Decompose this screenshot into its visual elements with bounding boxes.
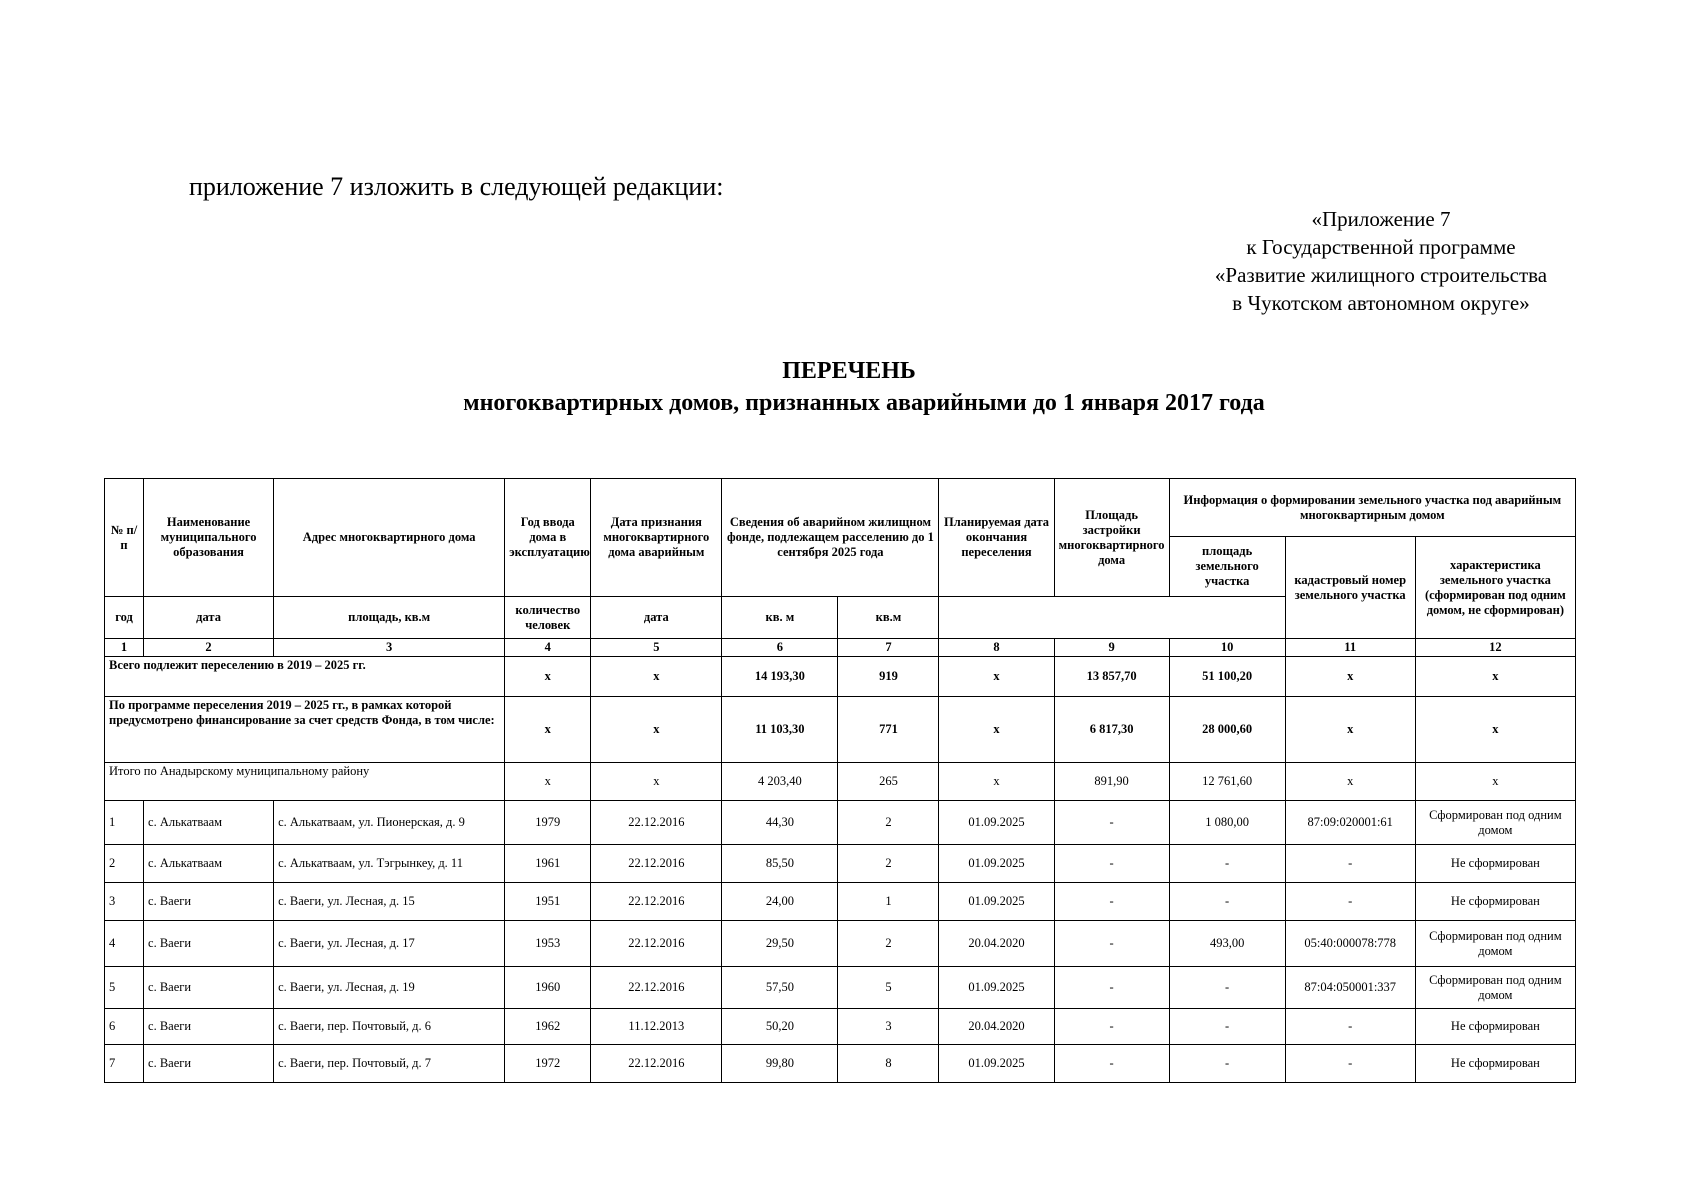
land-area-cell: - [1169, 845, 1285, 883]
summary-cell: х [591, 763, 722, 801]
summary-cell: 919 [838, 657, 939, 697]
summary-cell: х [591, 697, 722, 763]
summary-cell: 771 [838, 697, 939, 763]
summary-cell: х [939, 657, 1054, 697]
address-cell: с. Ваеги, пер. Почтовый, д. 6 [274, 1009, 505, 1045]
summary-cell: 265 [838, 763, 939, 801]
summary-cell: 51 100,20 [1169, 657, 1285, 697]
year-built-cell: 1953 [505, 921, 591, 967]
summary-cell: 14 193,30 [722, 657, 838, 697]
year-built-cell: 1960 [505, 967, 591, 1009]
header-land-info: Информация о формировании земельного участка под аварийным многоквартирным домом [1169, 479, 1575, 537]
people-count-cell: 2 [838, 845, 939, 883]
plan-date-cell: 01.09.2025 [939, 883, 1054, 921]
people-count-cell: 5 [838, 967, 939, 1009]
summary-cell: 13 857,70 [1054, 657, 1169, 697]
summary-cell: х [505, 697, 591, 763]
municipality-cell: с. Ваеги [144, 921, 274, 967]
cadastral-number-cell: 05:40:000078:778 [1285, 921, 1415, 967]
unit-sqm-2: кв.м [838, 597, 939, 639]
summary-cell: х [1415, 763, 1575, 801]
unit-sqm: кв. м [722, 597, 838, 639]
area-cell: 50,20 [722, 1009, 838, 1045]
land-area-cell: - [1169, 1045, 1285, 1083]
header-fund-info: Сведения об аварийном жилищном фонде, подлежащем расселению до 1 сентября 2025 года [722, 479, 939, 597]
intro-text: приложение 7 изложить в следующей редакции: [189, 172, 724, 201]
header-recognition-date: Дата признания многоквартирного дома аварийным [591, 479, 722, 597]
build-area-cell: - [1054, 1045, 1169, 1083]
row-number-cell: 4 [105, 921, 144, 967]
summary-label: Всего подлежит переселению в 2019 – 2025 гг. [105, 657, 505, 697]
build-area-cell: - [1054, 921, 1169, 967]
year-built-cell: 1961 [505, 845, 591, 883]
appendix-note [1171, 205, 1591, 317]
summary-label: По программе переселения 2019 – 2025 гг., в рамках которой предусмотрено финансирование за счет средств Фонда, в том числе: [105, 697, 505, 763]
plan-date-cell: 20.04.2020 [939, 921, 1054, 967]
people-count-cell: 8 [838, 1045, 939, 1083]
address-cell: с. Ваеги, ул. Лесная, д. 17 [274, 921, 505, 967]
address-cell: с. Ваеги, пер. Почтовый, д. 7 [274, 1045, 505, 1083]
cadastral-number-cell: - [1285, 1045, 1415, 1083]
land-area-cell: - [1169, 967, 1285, 1009]
colnum: 5 [591, 639, 722, 657]
year-built-cell: 1979 [505, 801, 591, 845]
recognition-date-cell: 22.12.2016 [591, 883, 722, 921]
build-area-cell: - [1054, 967, 1169, 1009]
year-built-cell: 1962 [505, 1009, 591, 1045]
people-count-cell: 1 [838, 883, 939, 921]
address-cell: с. Алькатваам, ул. Пионерская, д. 9 [274, 801, 505, 845]
recognition-date-cell: 22.12.2016 [591, 845, 722, 883]
colnum: 3 [274, 639, 505, 657]
summary-label: Итого по Анадырскому муниципальному району [105, 763, 505, 801]
year-built-cell: 1951 [505, 883, 591, 921]
header-municipality: Наименование муниципального образования [144, 479, 274, 597]
recognition-date-cell: 11.12.2013 [591, 1009, 722, 1045]
municipality-cell: с. Ваеги [144, 1009, 274, 1045]
header-land-char: характеристика земельного участка (сформирован под одним домом, не сформирован) [1415, 537, 1575, 639]
colnum: 1 [105, 639, 144, 657]
summary-cell: х [591, 657, 722, 697]
unit-area: площадь, кв.м [274, 597, 505, 639]
header-land-area: площадь земельного участка [1169, 537, 1285, 597]
colnum: 12 [1415, 639, 1575, 657]
summary-cell: х [505, 657, 591, 697]
land-characteristic-cell: Сформирован под одним домом [1415, 801, 1575, 845]
colnum: 9 [1054, 639, 1169, 657]
recognition-date-cell: 22.12.2016 [591, 1045, 722, 1083]
table-row [105, 845, 1576, 883]
cadastral-number-cell: - [1285, 1009, 1415, 1045]
land-characteristic-cell: Не сформирован [1415, 1009, 1575, 1045]
row-number-cell: 5 [105, 967, 144, 1009]
land-area-cell: - [1169, 1009, 1285, 1045]
unit-date-2: дата [591, 597, 722, 639]
table-row [105, 967, 1576, 1009]
title-line-1: ПЕРЕЧЕНЬ [782, 358, 916, 384]
municipality-cell: с. Алькатваам [144, 801, 274, 845]
land-area-cell: 493,00 [1169, 921, 1285, 967]
summary-cell: 28 000,60 [1169, 697, 1285, 763]
colnum: 6 [722, 639, 838, 657]
people-count-cell: 3 [838, 1009, 939, 1045]
housing-table [104, 478, 1576, 1083]
summary-cell: х [505, 763, 591, 801]
summary-row [105, 763, 1576, 801]
area-cell: 24,00 [722, 883, 838, 921]
header-year: Год ввода дома в эксплуатацию [505, 479, 591, 597]
table-row [105, 921, 1576, 967]
colnum: 7 [838, 639, 939, 657]
cadastral-number-cell: 87:09:020001:61 [1285, 801, 1415, 845]
summary-cell: 11 103,30 [722, 697, 838, 763]
title-line-2: многоквартирных домов, признанных аварийными до 1 января 2017 года [463, 390, 1265, 416]
plan-date-cell: 01.09.2025 [939, 967, 1054, 1009]
summary-cell: 891,90 [1054, 763, 1169, 801]
document-title [0, 355, 1698, 419]
header-num: № п/п [105, 479, 144, 597]
summary-row [105, 697, 1576, 763]
summary-cell: х [939, 763, 1054, 801]
recognition-date-cell: 22.12.2016 [591, 967, 722, 1009]
build-area-cell: - [1054, 883, 1169, 921]
table-row [105, 1045, 1576, 1083]
summary-row [105, 657, 1576, 697]
summary-cell: 4 203,40 [722, 763, 838, 801]
address-cell: с. Алькатваам, ул. Тэгрынкеу, д. 11 [274, 845, 505, 883]
land-characteristic-cell: Не сформирован [1415, 883, 1575, 921]
people-count-cell: 2 [838, 921, 939, 967]
summary-cell: 6 817,30 [1054, 697, 1169, 763]
land-area-cell: 1 080,00 [1169, 801, 1285, 845]
summary-cell: х [1415, 657, 1575, 697]
colnum: 11 [1285, 639, 1415, 657]
header-build-area: Площадь застройки многоквартирного дома [1054, 479, 1169, 597]
table-row [105, 883, 1576, 921]
row-number-cell: 6 [105, 1009, 144, 1045]
plan-date-cell: 20.04.2020 [939, 1009, 1054, 1045]
plan-date-cell: 01.09.2025 [939, 1045, 1054, 1083]
appendix-line-4: в Чукотском автономном округе» [1232, 291, 1530, 315]
appendix-line-2: к Государственной программе [1246, 235, 1516, 259]
area-cell: 85,50 [722, 845, 838, 883]
unit-year: год [105, 597, 144, 639]
colnum: 2 [144, 639, 274, 657]
unit-people: количество человек [505, 597, 591, 639]
build-area-cell: - [1054, 1009, 1169, 1045]
colnum: 10 [1169, 639, 1285, 657]
table-row [105, 1009, 1576, 1045]
land-area-cell: - [1169, 883, 1285, 921]
municipality-cell: с. Ваеги [144, 883, 274, 921]
land-characteristic-cell: Не сформирован [1415, 1045, 1575, 1083]
summary-cell: х [939, 697, 1054, 763]
appendix-line-3: «Развитие жилищного строительства [1214, 263, 1548, 287]
land-characteristic-cell: Сформирован под одним домом [1415, 921, 1575, 967]
cadastral-number-cell: 87:04:050001:337 [1285, 967, 1415, 1009]
summary-cell: 12 761,60 [1169, 763, 1285, 801]
plan-date-cell: 01.09.2025 [939, 845, 1054, 883]
summary-cell: х [1285, 697, 1415, 763]
unit-date: дата [144, 597, 274, 639]
header-plan-date: Планируемая дата окончания переселения [939, 479, 1054, 597]
recognition-date-cell: 22.12.2016 [591, 801, 722, 845]
area-cell: 99,80 [722, 1045, 838, 1083]
plan-date-cell: 01.09.2025 [939, 801, 1054, 845]
year-built-cell: 1972 [505, 1045, 591, 1083]
area-cell: 57,50 [722, 967, 838, 1009]
area-cell: 29,50 [722, 921, 838, 967]
row-number-cell: 7 [105, 1045, 144, 1083]
row-number-cell: 2 [105, 845, 144, 883]
municipality-cell: с. Ваеги [144, 967, 274, 1009]
municipality-cell: с. Алькатваам [144, 845, 274, 883]
colnum: 8 [939, 639, 1054, 657]
land-characteristic-cell: Сформирован под одним домом [1415, 967, 1575, 1009]
land-characteristic-cell: Не сформирован [1415, 845, 1575, 883]
people-count-cell: 2 [838, 801, 939, 845]
address-cell: с. Ваеги, ул. Лесная, д. 15 [274, 883, 505, 921]
summary-cell: х [1415, 697, 1575, 763]
appendix-line-1: «Приложение 7 [1311, 207, 1451, 231]
row-number-cell: 3 [105, 883, 144, 921]
colnum: 4 [505, 639, 591, 657]
header-address: Адрес многоквартирного дома [274, 479, 505, 597]
row-number-cell: 1 [105, 801, 144, 845]
table-row [105, 801, 1576, 845]
area-cell: 44,30 [722, 801, 838, 845]
summary-cell: х [1285, 763, 1415, 801]
summary-cell: х [1285, 657, 1415, 697]
recognition-date-cell: 22.12.2016 [591, 921, 722, 967]
cadastral-number-cell: - [1285, 883, 1415, 921]
header-cadastral: кадастровый номер земельного участка [1285, 537, 1415, 639]
build-area-cell: - [1054, 845, 1169, 883]
data-rows [105, 801, 1576, 1083]
cadastral-number-cell: - [1285, 845, 1415, 883]
address-cell: с. Ваеги, ул. Лесная, д. 19 [274, 967, 505, 1009]
municipality-cell: с. Ваеги [144, 1045, 274, 1083]
build-area-cell: - [1054, 801, 1169, 845]
